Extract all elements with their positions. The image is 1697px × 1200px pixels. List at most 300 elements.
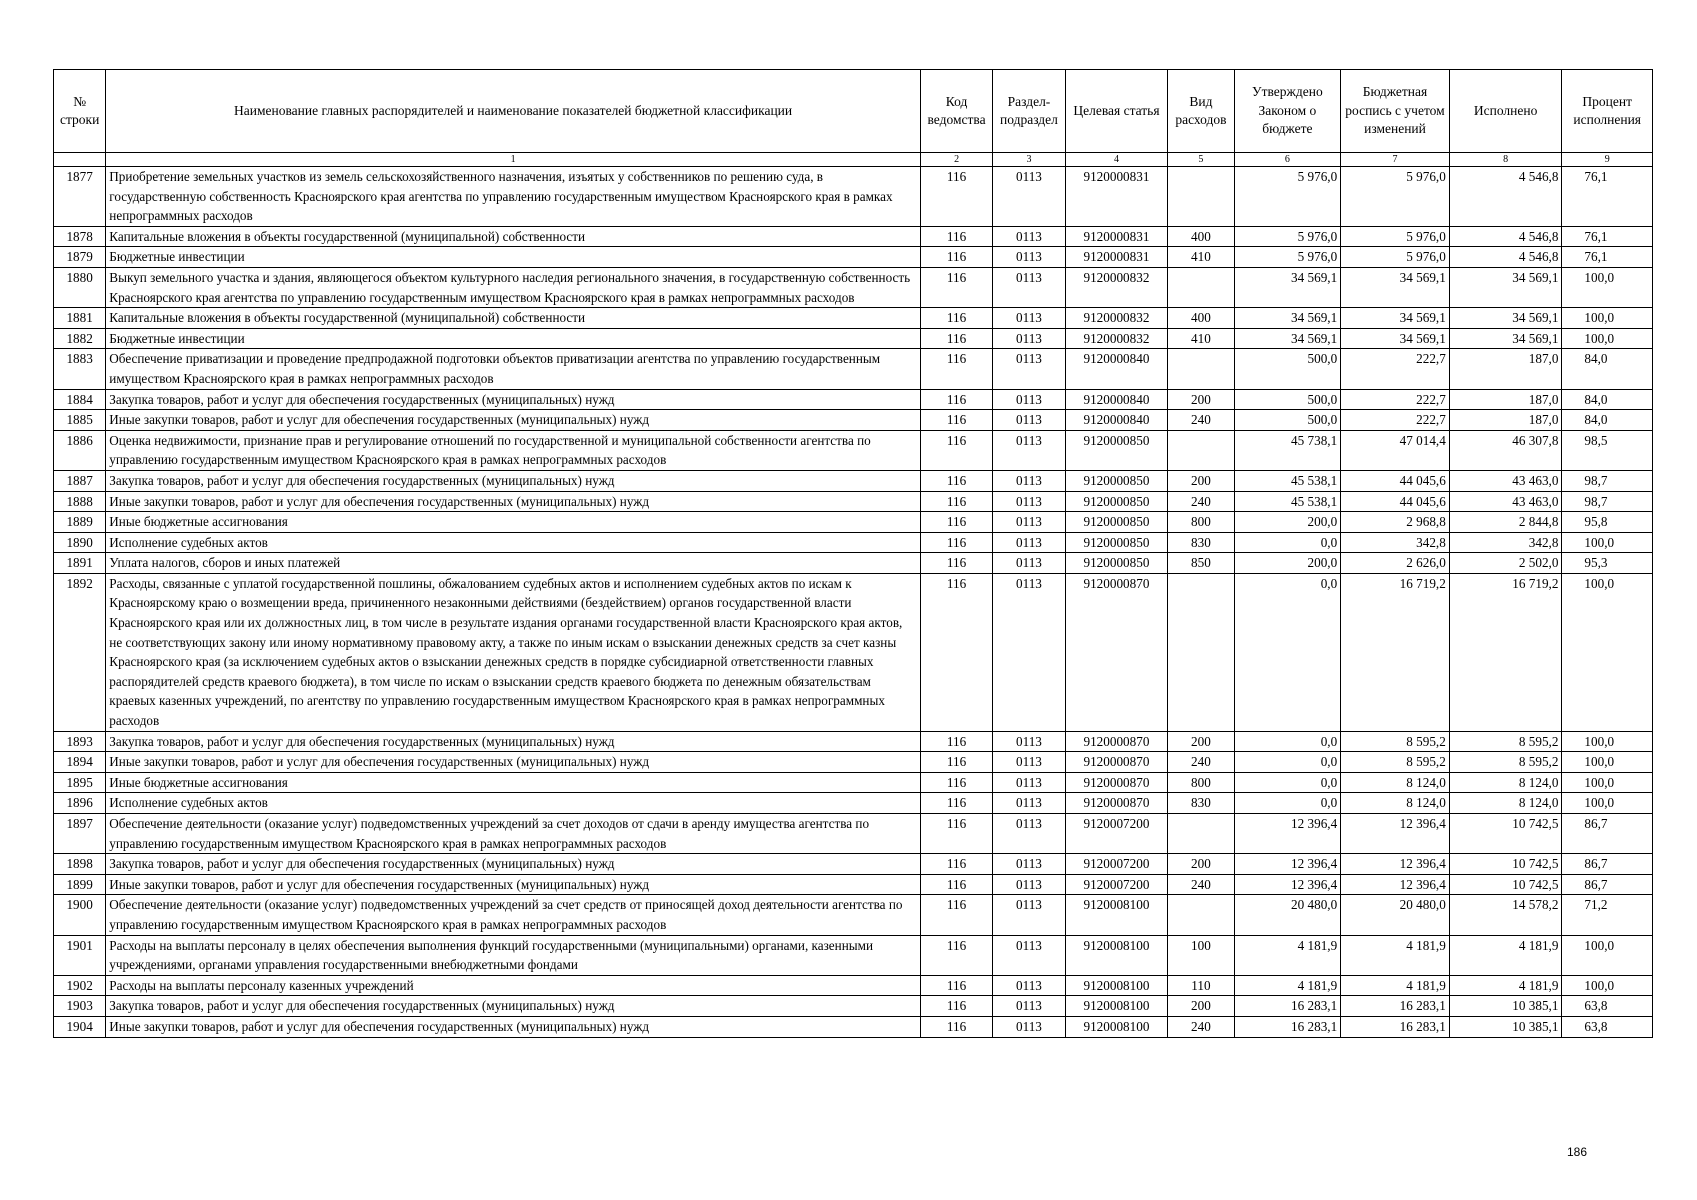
row-number-cell: 1890 — [54, 532, 106, 553]
indicator-name-cell: Закупка товаров, работ и услуг для обеспечения государственных (муниципальных) нужд — [106, 854, 921, 875]
section-code-cell: 0113 — [993, 267, 1065, 307]
budget-list-amount-cell: 4 181,9 — [1341, 935, 1450, 975]
approved-amount-cell: 12 396,4 — [1234, 874, 1341, 895]
budget-list-amount-cell: 47 014,4 — [1341, 430, 1450, 470]
table-row — [54, 267, 1653, 307]
expense-type-cell: 240 — [1168, 874, 1234, 895]
indicator-name-cell: Уплата налогов, сборов и иных платежей — [106, 553, 921, 574]
executed-amount-cell: 10 742,5 — [1449, 814, 1562, 854]
approved-amount-cell: 16 283,1 — [1234, 996, 1341, 1017]
section-code-cell: 0113 — [993, 1016, 1065, 1037]
dept-code-cell: 116 — [920, 731, 992, 752]
table-row — [54, 430, 1653, 470]
row-number-cell: 1903 — [54, 996, 106, 1017]
dept-code-cell: 116 — [920, 328, 992, 349]
executed-amount-cell: 2 502,0 — [1449, 553, 1562, 574]
table-row — [54, 308, 1653, 329]
expense-type-cell: 410 — [1168, 247, 1234, 268]
execution-percent-cell: 84,0 — [1562, 389, 1653, 410]
dept-code-cell: 116 — [920, 975, 992, 996]
executed-amount-cell: 10 742,5 — [1449, 854, 1562, 875]
indicator-name-cell: Закупка товаров, работ и услуг для обеспечения государственных (муниципальных) нужд — [106, 996, 921, 1017]
target-article-cell: 9120000840 — [1065, 389, 1168, 410]
budget-list-amount-cell: 8 124,0 — [1341, 793, 1450, 814]
table-row — [54, 814, 1653, 854]
target-article-cell: 9120000832 — [1065, 308, 1168, 329]
expense-type-cell: 830 — [1168, 532, 1234, 553]
execution-percent-cell: 71,2 — [1562, 895, 1653, 935]
executed-amount-cell: 34 569,1 — [1449, 328, 1562, 349]
budget-list-amount-cell: 44 045,6 — [1341, 491, 1450, 512]
expense-type-cell: 200 — [1168, 470, 1234, 491]
approved-amount-cell: 500,0 — [1234, 389, 1341, 410]
budget-list-amount-cell: 5 976,0 — [1341, 247, 1450, 268]
table-row — [54, 167, 1653, 227]
indicator-name-cell: Закупка товаров, работ и услуг для обеспечения государственных (муниципальных) нужд — [106, 731, 921, 752]
column-number-cell — [54, 153, 106, 167]
section-code-cell: 0113 — [993, 512, 1065, 533]
table-row — [54, 410, 1653, 431]
execution-percent-cell: 63,8 — [1562, 1016, 1653, 1037]
row-number-cell: 1894 — [54, 752, 106, 773]
column-number-cell: 4 — [1065, 153, 1168, 167]
row-number-cell: 1895 — [54, 772, 106, 793]
section-code-cell: 0113 — [993, 226, 1065, 247]
budget-table — [53, 69, 1653, 1038]
expense-type-cell: 400 — [1168, 226, 1234, 247]
dept-code-cell: 116 — [920, 410, 992, 431]
indicator-name-cell: Капитальные вложения в объекты государственной (муниципальной) собственности — [106, 226, 921, 247]
target-article-cell: 9120000850 — [1065, 512, 1168, 533]
dept-code-cell: 116 — [920, 814, 992, 854]
execution-percent-cell: 98,7 — [1562, 491, 1653, 512]
indicator-name-cell: Расходы на выплаты персоналу в целях обеспечения выполнения функций государственными (муниципальными) органами, казенными учреждениями, органами управления государственными внебюджетными фондами — [106, 935, 921, 975]
execution-percent-cell: 100,0 — [1562, 752, 1653, 773]
execution-percent-cell: 100,0 — [1562, 975, 1653, 996]
approved-amount-cell: 12 396,4 — [1234, 814, 1341, 854]
approved-amount-cell: 200,0 — [1234, 553, 1341, 574]
target-article-cell: 9120000870 — [1065, 573, 1168, 731]
section-code-cell: 0113 — [993, 895, 1065, 935]
budget-list-amount-cell: 4 181,9 — [1341, 975, 1450, 996]
row-number-cell: 1904 — [54, 1016, 106, 1037]
dept-code-cell: 116 — [920, 167, 992, 227]
budget-list-amount-cell: 20 480,0 — [1341, 895, 1450, 935]
budget-list-amount-cell: 8 595,2 — [1341, 731, 1450, 752]
expense-type-cell: 200 — [1168, 389, 1234, 410]
approved-amount-cell: 0,0 — [1234, 532, 1341, 553]
budget-list-amount-cell: 222,7 — [1341, 349, 1450, 389]
execution-percent-cell: 76,1 — [1562, 167, 1653, 227]
executed-amount-cell: 10 742,5 — [1449, 874, 1562, 895]
execution-percent-cell: 100,0 — [1562, 308, 1653, 329]
header-target-article: Целевая статья — [1065, 70, 1168, 153]
header-budget-list: Бюджетная роспись с учетом изменений — [1341, 70, 1450, 153]
indicator-name-cell: Обеспечение деятельности (оказание услуг) подведомственных учреждений за счет средств от приносящей доход деятельности агентства по управлению государственным имуществом Красноярского края в рамках непрограммных расходов — [106, 895, 921, 935]
row-number-cell: 1877 — [54, 167, 106, 227]
row-number-cell: 1901 — [54, 935, 106, 975]
budget-list-amount-cell: 5 976,0 — [1341, 167, 1450, 227]
indicator-name-cell: Бюджетные инвестиции — [106, 328, 921, 349]
row-number-cell: 1888 — [54, 491, 106, 512]
dept-code-cell: 116 — [920, 553, 992, 574]
approved-amount-cell: 45 538,1 — [1234, 491, 1341, 512]
execution-percent-cell: 86,7 — [1562, 874, 1653, 895]
header-expense-type: Вид расходов — [1168, 70, 1234, 153]
column-number-cell: 9 — [1562, 153, 1653, 167]
execution-percent-cell: 100,0 — [1562, 328, 1653, 349]
indicator-name-cell: Закупка товаров, работ и услуг для обеспечения государственных (муниципальных) нужд — [106, 470, 921, 491]
executed-amount-cell: 43 463,0 — [1449, 470, 1562, 491]
approved-amount-cell: 200,0 — [1234, 512, 1341, 533]
approved-amount-cell: 5 976,0 — [1234, 167, 1341, 227]
indicator-name-cell: Бюджетные инвестиции — [106, 247, 921, 268]
approved-amount-cell: 0,0 — [1234, 772, 1341, 793]
table-row — [54, 772, 1653, 793]
target-article-cell: 9120008100 — [1065, 895, 1168, 935]
approved-amount-cell: 34 569,1 — [1234, 328, 1341, 349]
target-article-cell: 9120000832 — [1065, 267, 1168, 307]
table-row — [54, 470, 1653, 491]
section-code-cell: 0113 — [993, 328, 1065, 349]
expense-type-cell — [1168, 430, 1234, 470]
table-row — [54, 349, 1653, 389]
section-code-cell: 0113 — [993, 553, 1065, 574]
section-code-cell: 0113 — [993, 247, 1065, 268]
indicator-name-cell: Расходы на выплаты персоналу казенных учреждений — [106, 975, 921, 996]
row-number-cell: 1900 — [54, 895, 106, 935]
indicator-name-cell: Расходы, связанные с уплатой государственной пошлины, обжалованием судебных актов и исполнением судебных актов по искам к Красноярскому краю о возмещении вреда, причиненного незаконными действиями (бездействием) органов государственной власти Красноярского края или их должностных лиц, в том числе в результате издания органами государственной власти Красноярского края актов, не соответствующих закону или иному нормативному правовому акту, а также по иным искам о взыскании денежных средств за счет казны Красноярского края (за исключением судебных актов о взыскании денежных средств в порядке субсидиарной ответственности главных распорядителей средств краевого бюджета), в том числе по искам о взыскании средств краевого бюджета по денежным обязательствам краевых казенных учреждений, по агентству по управлению государственным имуществом Красноярского края в рамках непрограммных расходов — [106, 573, 921, 731]
indicator-name-cell: Иные закупки товаров, работ и услуг для обеспечения государственных (муниципальных) нужд — [106, 491, 921, 512]
dept-code-cell: 116 — [920, 512, 992, 533]
row-number-cell: 1878 — [54, 226, 106, 247]
target-article-cell: 9120000850 — [1065, 470, 1168, 491]
table-row — [54, 389, 1653, 410]
executed-amount-cell: 4 546,8 — [1449, 247, 1562, 268]
expense-type-cell — [1168, 167, 1234, 227]
table-row — [54, 895, 1653, 935]
target-article-cell: 9120000831 — [1065, 167, 1168, 227]
section-code-cell: 0113 — [993, 410, 1065, 431]
executed-amount-cell: 43 463,0 — [1449, 491, 1562, 512]
dept-code-cell: 116 — [920, 470, 992, 491]
indicator-name-cell: Иные закупки товаров, работ и услуг для обеспечения государственных (муниципальных) нужд — [106, 752, 921, 773]
executed-amount-cell: 8 595,2 — [1449, 731, 1562, 752]
target-article-cell: 9120007200 — [1065, 814, 1168, 854]
expense-type-cell: 240 — [1168, 752, 1234, 773]
table-row — [54, 731, 1653, 752]
target-article-cell: 9120008100 — [1065, 1016, 1168, 1037]
dept-code-cell: 116 — [920, 1016, 992, 1037]
table-row — [54, 793, 1653, 814]
table-row — [54, 328, 1653, 349]
expense-type-cell: 110 — [1168, 975, 1234, 996]
header-row-number: № строки — [54, 70, 106, 153]
executed-amount-cell: 34 569,1 — [1449, 267, 1562, 307]
execution-percent-cell: 84,0 — [1562, 349, 1653, 389]
dept-code-cell: 116 — [920, 895, 992, 935]
approved-amount-cell: 0,0 — [1234, 731, 1341, 752]
execution-percent-cell: 84,0 — [1562, 410, 1653, 431]
execution-percent-cell: 98,7 — [1562, 470, 1653, 491]
expense-type-cell: 200 — [1168, 731, 1234, 752]
row-number-cell: 1889 — [54, 512, 106, 533]
executed-amount-cell: 4 546,8 — [1449, 167, 1562, 227]
approved-amount-cell: 4 181,9 — [1234, 975, 1341, 996]
indicator-name-cell: Иные бюджетные ассигнования — [106, 512, 921, 533]
expense-type-cell: 410 — [1168, 328, 1234, 349]
section-code-cell: 0113 — [993, 573, 1065, 731]
target-article-cell: 9120007200 — [1065, 854, 1168, 875]
indicator-name-cell: Капитальные вложения в объекты государственной (муниципальной) собственности — [106, 308, 921, 329]
executed-amount-cell: 187,0 — [1449, 349, 1562, 389]
target-article-cell: 9120000831 — [1065, 226, 1168, 247]
dept-code-cell: 116 — [920, 491, 992, 512]
table-row — [54, 935, 1653, 975]
table-row — [54, 573, 1653, 731]
target-article-cell: 9120000840 — [1065, 349, 1168, 389]
approved-amount-cell: 45 738,1 — [1234, 430, 1341, 470]
budget-list-amount-cell: 12 396,4 — [1341, 854, 1450, 875]
row-number-cell: 1879 — [54, 247, 106, 268]
approved-amount-cell: 0,0 — [1234, 573, 1341, 731]
target-article-cell: 9120000831 — [1065, 247, 1168, 268]
target-article-cell: 9120008100 — [1065, 996, 1168, 1017]
expense-type-cell: 200 — [1168, 996, 1234, 1017]
budget-list-amount-cell: 342,8 — [1341, 532, 1450, 553]
expense-type-cell: 240 — [1168, 410, 1234, 431]
execution-percent-cell: 95,8 — [1562, 512, 1653, 533]
approved-amount-cell: 4 181,9 — [1234, 935, 1341, 975]
target-article-cell: 9120000850 — [1065, 491, 1168, 512]
execution-percent-cell: 100,0 — [1562, 573, 1653, 731]
indicator-name-cell: Приобретение земельных участков из земель сельскохозяйственного назначения, изъятых у собственников по решению суда, в государственную собственность Красноярского края агентства по управлению государственным имуществом Красноярского края в рамках непрограммных расходов — [106, 167, 921, 227]
dept-code-cell: 116 — [920, 430, 992, 470]
expense-type-cell: 240 — [1168, 1016, 1234, 1037]
header-percent: Процент исполнения — [1562, 70, 1653, 153]
row-number-cell: 1880 — [54, 267, 106, 307]
table-row — [54, 491, 1653, 512]
execution-percent-cell: 100,0 — [1562, 731, 1653, 752]
approved-amount-cell: 0,0 — [1234, 752, 1341, 773]
budget-list-amount-cell: 222,7 — [1341, 389, 1450, 410]
budget-list-amount-cell: 16 283,1 — [1341, 1016, 1450, 1037]
dept-code-cell: 116 — [920, 793, 992, 814]
target-article-cell: 9120008100 — [1065, 935, 1168, 975]
target-article-cell: 9120000850 — [1065, 553, 1168, 574]
table-row — [54, 854, 1653, 875]
section-code-cell: 0113 — [993, 996, 1065, 1017]
section-code-cell: 0113 — [993, 470, 1065, 491]
dept-code-cell: 116 — [920, 349, 992, 389]
approved-amount-cell: 34 569,1 — [1234, 267, 1341, 307]
execution-percent-cell: 86,7 — [1562, 854, 1653, 875]
budget-list-amount-cell: 34 569,1 — [1341, 328, 1450, 349]
header-dept-code: Код ведомства — [920, 70, 992, 153]
executed-amount-cell: 10 385,1 — [1449, 1016, 1562, 1037]
dept-code-cell: 116 — [920, 935, 992, 975]
executed-amount-cell: 8 595,2 — [1449, 752, 1562, 773]
approved-amount-cell: 16 283,1 — [1234, 1016, 1341, 1037]
executed-amount-cell: 8 124,0 — [1449, 793, 1562, 814]
row-number-cell: 1899 — [54, 874, 106, 895]
table-row — [54, 226, 1653, 247]
header-executed: Исполнено — [1449, 70, 1562, 153]
budget-list-amount-cell: 2 968,8 — [1341, 512, 1450, 533]
executed-amount-cell: 2 844,8 — [1449, 512, 1562, 533]
column-number-cell: 8 — [1449, 153, 1562, 167]
section-code-cell: 0113 — [993, 731, 1065, 752]
approved-amount-cell: 500,0 — [1234, 410, 1341, 431]
execution-percent-cell: 98,5 — [1562, 430, 1653, 470]
dept-code-cell: 116 — [920, 874, 992, 895]
budget-list-amount-cell: 44 045,6 — [1341, 470, 1450, 491]
expense-type-cell — [1168, 267, 1234, 307]
row-number-cell: 1893 — [54, 731, 106, 752]
expense-type-cell: 830 — [1168, 793, 1234, 814]
dept-code-cell: 116 — [920, 854, 992, 875]
expense-type-cell: 800 — [1168, 772, 1234, 793]
approved-amount-cell: 5 976,0 — [1234, 226, 1341, 247]
column-number-cell: 2 — [920, 153, 992, 167]
budget-list-amount-cell: 16 283,1 — [1341, 996, 1450, 1017]
section-code-cell: 0113 — [993, 793, 1065, 814]
approved-amount-cell: 34 569,1 — [1234, 308, 1341, 329]
target-article-cell: 9120000870 — [1065, 772, 1168, 793]
executed-amount-cell: 34 569,1 — [1449, 308, 1562, 329]
executed-amount-cell: 16 719,2 — [1449, 573, 1562, 731]
executed-amount-cell: 187,0 — [1449, 410, 1562, 431]
row-number-cell: 1892 — [54, 573, 106, 731]
column-number-cell: 1 — [106, 153, 921, 167]
row-number-cell: 1902 — [54, 975, 106, 996]
execution-percent-cell: 100,0 — [1562, 793, 1653, 814]
table-row — [54, 874, 1653, 895]
dept-code-cell: 116 — [920, 532, 992, 553]
budget-list-amount-cell: 8 124,0 — [1341, 772, 1450, 793]
column-number-cell: 3 — [993, 153, 1065, 167]
target-article-cell: 9120000850 — [1065, 532, 1168, 553]
column-number-cell: 6 — [1234, 153, 1341, 167]
approved-amount-cell: 20 480,0 — [1234, 895, 1341, 935]
column-number-cell: 7 — [1341, 153, 1450, 167]
target-article-cell: 9120000850 — [1065, 430, 1168, 470]
target-article-cell: 9120000870 — [1065, 793, 1168, 814]
table-body — [54, 167, 1653, 1038]
expense-type-cell: 240 — [1168, 491, 1234, 512]
approved-amount-cell: 500,0 — [1234, 349, 1341, 389]
dept-code-cell: 116 — [920, 996, 992, 1017]
section-code-cell: 0113 — [993, 430, 1065, 470]
execution-percent-cell: 100,0 — [1562, 935, 1653, 975]
expense-type-cell: 850 — [1168, 553, 1234, 574]
approved-amount-cell: 5 976,0 — [1234, 247, 1341, 268]
section-code-cell: 0113 — [993, 772, 1065, 793]
dept-code-cell: 116 — [920, 389, 992, 410]
indicator-name-cell: Обеспечение деятельности (оказание услуг) подведомственных учреждений за счет доходов от сдачи в аренду имущества агентства по управлению государственным имуществом Красноярского края в рамках непрограммных расходов — [106, 814, 921, 854]
section-code-cell: 0113 — [993, 167, 1065, 227]
target-article-cell: 9120000840 — [1065, 410, 1168, 431]
section-code-cell: 0113 — [993, 935, 1065, 975]
dept-code-cell: 116 — [920, 226, 992, 247]
executed-amount-cell: 342,8 — [1449, 532, 1562, 553]
budget-list-amount-cell: 2 626,0 — [1341, 553, 1450, 574]
target-article-cell: 9120007200 — [1065, 874, 1168, 895]
row-number-cell: 1896 — [54, 793, 106, 814]
indicator-name-cell: Иные закупки товаров, работ и услуг для обеспечения государственных (муниципальных) нужд — [106, 410, 921, 431]
budget-list-amount-cell: 5 976,0 — [1341, 226, 1450, 247]
budget-list-amount-cell: 16 719,2 — [1341, 573, 1450, 731]
section-code-cell: 0113 — [993, 874, 1065, 895]
indicator-name-cell: Обеспечение приватизации и проведение предпродажной подготовки объектов приватизации агентства по управлению государственным имуществом Красноярского края в рамках непрограммных расходов — [106, 349, 921, 389]
row-number-cell: 1897 — [54, 814, 106, 854]
dept-code-cell: 116 — [920, 573, 992, 731]
execution-percent-cell: 76,1 — [1562, 247, 1653, 268]
table-row — [54, 512, 1653, 533]
row-number-cell: 1884 — [54, 389, 106, 410]
budget-list-amount-cell: 34 569,1 — [1341, 267, 1450, 307]
budget-list-amount-cell: 12 396,4 — [1341, 874, 1450, 895]
expense-type-cell — [1168, 573, 1234, 731]
indicator-name-cell: Исполнение судебных актов — [106, 793, 921, 814]
row-number-cell: 1887 — [54, 470, 106, 491]
row-number-cell: 1882 — [54, 328, 106, 349]
expense-type-cell: 100 — [1168, 935, 1234, 975]
executed-amount-cell: 46 307,8 — [1449, 430, 1562, 470]
row-number-cell: 1886 — [54, 430, 106, 470]
table-row — [54, 1016, 1653, 1037]
approved-amount-cell: 0,0 — [1234, 793, 1341, 814]
section-code-cell: 0113 — [993, 389, 1065, 410]
budget-list-amount-cell: 34 569,1 — [1341, 308, 1450, 329]
execution-percent-cell: 63,8 — [1562, 996, 1653, 1017]
dept-code-cell: 116 — [920, 247, 992, 268]
section-code-cell: 0113 — [993, 752, 1065, 773]
section-code-cell: 0113 — [993, 349, 1065, 389]
table-row — [54, 996, 1653, 1017]
executed-amount-cell: 4 181,9 — [1449, 935, 1562, 975]
dept-code-cell: 116 — [920, 752, 992, 773]
row-number-cell: 1883 — [54, 349, 106, 389]
executed-amount-cell: 10 385,1 — [1449, 996, 1562, 1017]
target-article-cell: 9120000870 — [1065, 731, 1168, 752]
target-article-cell: 9120008100 — [1065, 975, 1168, 996]
expense-type-cell: 200 — [1168, 854, 1234, 875]
execution-percent-cell: 100,0 — [1562, 772, 1653, 793]
execution-percent-cell: 100,0 — [1562, 532, 1653, 553]
execution-percent-cell: 100,0 — [1562, 267, 1653, 307]
expense-type-cell — [1168, 814, 1234, 854]
header-name: Наименование главных распорядителей и наименование показателей бюджетной классификации — [106, 70, 921, 153]
table-header-row — [54, 70, 1653, 153]
row-number-cell: 1881 — [54, 308, 106, 329]
table-row — [54, 752, 1653, 773]
indicator-name-cell: Иные закупки товаров, работ и услуг для обеспечения государственных (муниципальных) нужд — [106, 874, 921, 895]
expense-type-cell: 400 — [1168, 308, 1234, 329]
executed-amount-cell: 4 546,8 — [1449, 226, 1562, 247]
execution-percent-cell: 86,7 — [1562, 814, 1653, 854]
table-row — [54, 975, 1653, 996]
table-row — [54, 553, 1653, 574]
budget-list-amount-cell: 222,7 — [1341, 410, 1450, 431]
indicator-name-cell: Выкуп земельного участка и здания, являющегося объектом культурного наследия регионального значения, в государственную собственность Красноярского края агентства по управлению государственным имуществом Красноярского края в рамках непрограммных расходов — [106, 267, 921, 307]
section-code-cell: 0113 — [993, 854, 1065, 875]
expense-type-cell — [1168, 895, 1234, 935]
row-number-cell: 1891 — [54, 553, 106, 574]
section-code-cell: 0113 — [993, 814, 1065, 854]
page-number: 186 — [1567, 1145, 1588, 1159]
target-article-cell: 9120000832 — [1065, 328, 1168, 349]
